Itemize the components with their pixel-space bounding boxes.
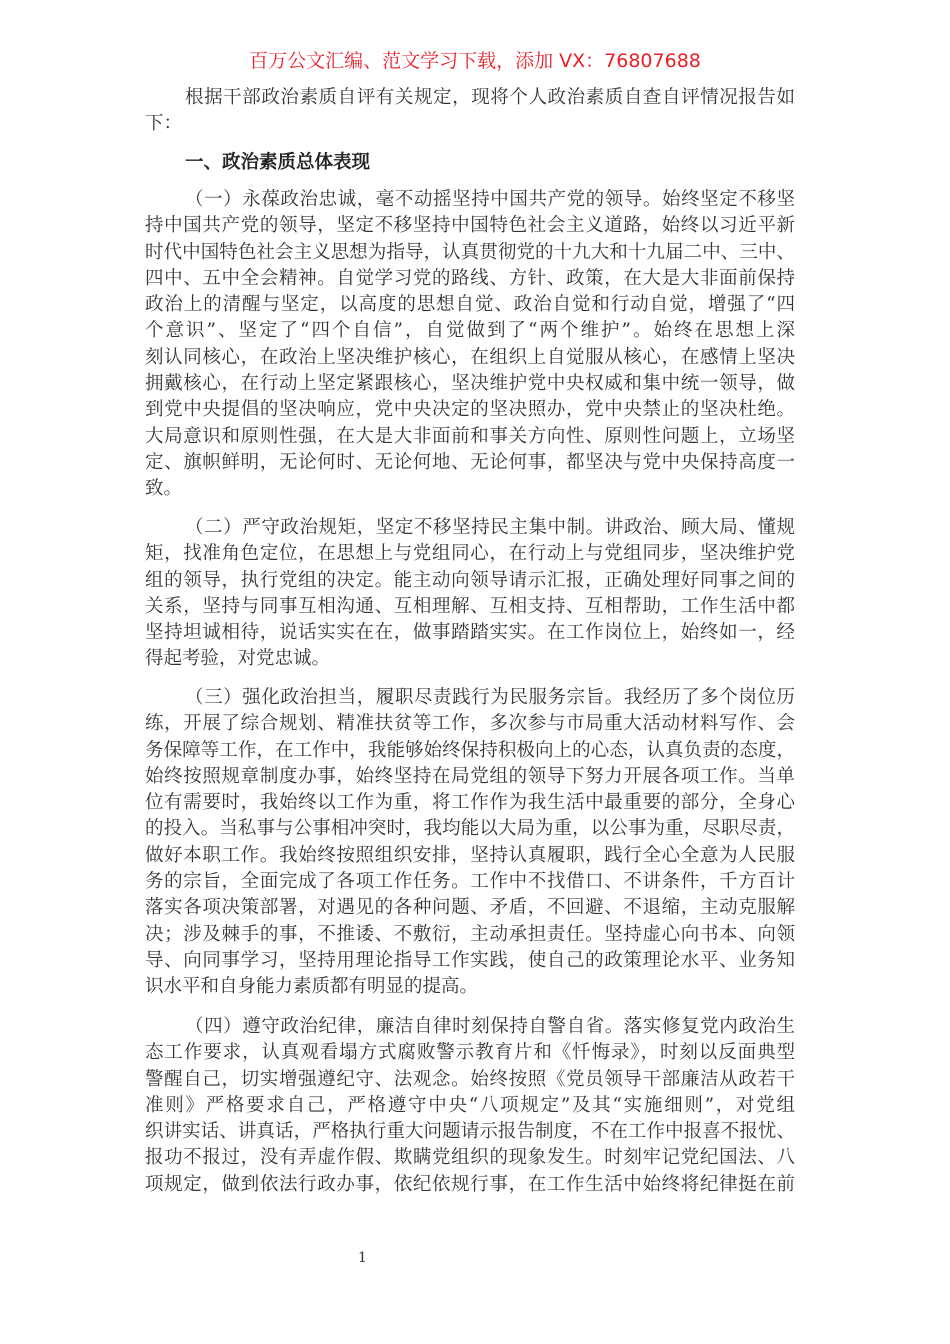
text-line: 警醒自己，切实增强遵纪守、法观念。始终按照《党员领导干部廉洁从政若干: [145, 1068, 795, 1090]
text-line: （一）永葆政治忠诚，毫不动摇坚持中国共产党的领导。始终坚定不移坚: [185, 189, 795, 210]
text-line: 致。: [145, 478, 183, 500]
text-line: 始终按照规章制度办事，始终坚持在局党组的领导下努力开展各项工作。当单: [145, 765, 795, 787]
text-line: 到党中央提倡的坚决响应，党中央决定的坚决照办，党中央禁止的坚决杜绝。: [145, 399, 795, 421]
text-line: （三）强化政治担当，履职尽责践行为民服务宗旨。我经历了多个岗位历: [185, 687, 795, 708]
text-line: 落实各项决策部署，对遇见的各种问题、矛盾，不回避、不退缩，主动克服解: [145, 897, 795, 919]
text-line: 定、旗帜鲜明，无论何时、无论何地、无论何事，都坚决与党中央保持高度一: [145, 451, 795, 473]
section-heading: 一、政治素质总体表现: [185, 152, 371, 173]
text-line: （四）遵守政治纪律，廉洁自律时刻保持自警自省。落实修复党内政治生: [185, 1016, 795, 1037]
text-line: 项规定，做到依法行政办事，依纪依规行事，在工作生活中始终将纪律挺在前: [145, 1173, 795, 1195]
text-line: 态工作要求，认真观看塌方式腐败警示教育片和《忏悔录》，时刻以反面典型: [145, 1042, 795, 1064]
text-line: 关系，坚持与同事互相沟通、互相理解、互相支持、互相帮助，工作生活中都: [145, 595, 795, 617]
text-line: 决；涉及棘手的事，不推诿、不敷衍，主动承担责任。坚持虚心向书本、向领: [145, 923, 795, 945]
text-line: 得起考验，对党忠诚。: [145, 648, 331, 670]
text-line: 政治上的清醒与坚定，以高度的思想自觉、政治自觉和行动自觉，增强了“四: [145, 294, 795, 316]
paragraph-1: [145, 187, 795, 503]
text-line: 时代中国特色社会主义思想为指导，认真贯彻党的十九大和十九届二中、三中、: [145, 241, 795, 263]
text-line: 个意识”、坚定了“四个自信”，自觉做到了“两个维护”。始终在思想上深: [145, 320, 795, 342]
text-line: 务的宗旨，全面完成了各项工作任务。工作中不找借口、不讲条件，千方百计: [145, 871, 795, 893]
text-line: 持中国共产党的领导，坚定不移坚持中国特色社会主义道路，始终以习近平新: [145, 215, 795, 237]
text-line: 报功不报过，没有弄虚作假、欺瞒党组织的现象发生。时刻牢记党纪国法、八: [145, 1147, 795, 1169]
text-line: 导、向同事学习，坚持用理论指导工作实践，使自己的政策理论水平、业务知: [145, 949, 795, 971]
text-line: 准则》严格要求自己，严格遵守中央“八项规定”及其“实施细则”，对党组: [145, 1094, 795, 1116]
paragraph-2: [145, 515, 795, 673]
page-number: 1: [358, 1250, 367, 1266]
text-line: （二）严守政治规矩，坚定不移坚持民主集中制。讲政治、顾大局、懂规: [185, 517, 795, 538]
paragraph-4: [145, 1014, 795, 1198]
text-line: 做好本职工作。我始终按照组织安排，坚持认真履职，践行全心全意为人民服: [145, 844, 795, 866]
text-line: 织讲实话、讲真话，严格执行重大问题请示报告制度，不在工作中报喜不报忧、: [145, 1121, 795, 1143]
text-line: 矩，找准角色定位，在思想上与党组同心，在行动上与党组同步，坚决维护党: [145, 543, 795, 565]
text-line: 的投入。当私事与公事相冲突时，我均能以大局为重，以公事为重，尽职尽责，: [145, 818, 795, 840]
text-line: 刻认同核心，在政治上坚决维护核心，在组织上自觉服从核心，在感情上坚决: [145, 346, 795, 368]
text-line: 根据干部政治素质自评有关规定，现将个人政治素质自查自评情况报告如: [185, 87, 795, 108]
text-line: 组的领导，执行党组的决定。能主动向领导请示汇报，正确处理好同事之间的: [145, 569, 795, 591]
text-line: 识水平和自身能力素质都有明显的提高。: [145, 976, 479, 998]
paragraph-3: [145, 685, 795, 1001]
text-line: 坚持坦诚相待，说话实实在在，做事踏踏实实。在工作岗位上，始终如一，经: [145, 622, 795, 644]
text-line: 拥戴核心，在行动上坚定紧跟核心，坚决维护党中央权威和集中统一领导，做: [145, 373, 795, 395]
text-line: 大局意识和原则性强，在大是大非面前和事关方向性、原则性问题上，立场坚: [145, 425, 795, 447]
text-line: 下：: [145, 113, 183, 135]
intro-paragraph: [145, 85, 795, 138]
text-line: 练，开展了综合规划、精准扶贫等工作，多次参与市局重大活动材料写作、会: [145, 713, 795, 735]
text-line: 位有需要时，我始终以工作为重，将工作作为我生活中最重要的部分，全身心: [145, 792, 795, 814]
watermark-banner: 百万公文汇编、范文学习下载，添加 VX：76807688: [249, 50, 701, 72]
text-line: 四中、五中全会精神。自觉学习党的路线、方针、政策，在大是大非面前保持: [145, 267, 795, 289]
text-line: 务保障等工作，在工作中，我能够始终保持积极向上的心态，认真负责的态度，: [145, 739, 795, 761]
